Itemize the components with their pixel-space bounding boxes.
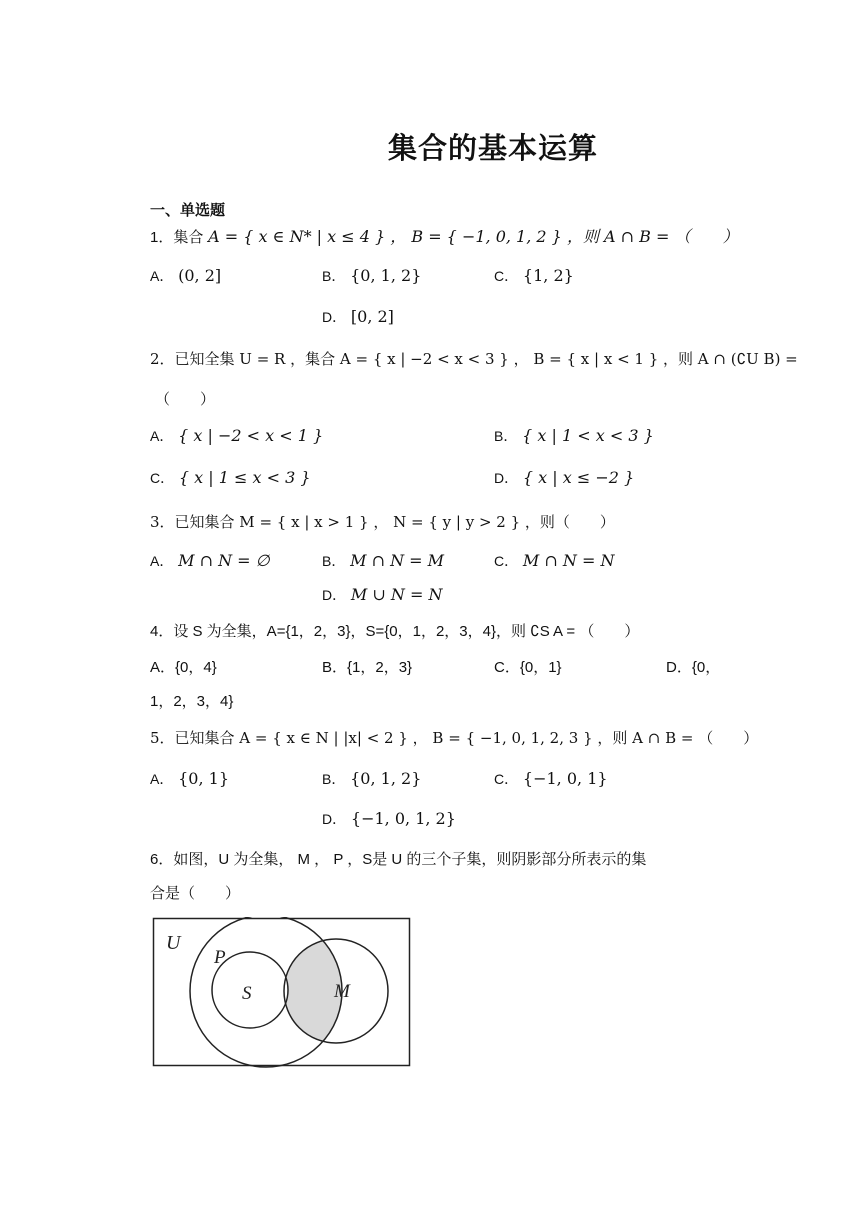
q4-option-c[interactable]: C．{0，1} [494, 659, 562, 676]
q3-option-b[interactable]: B． M ∩ N = M [322, 551, 445, 570]
label-p: P [214, 947, 226, 968]
q4-option-d-cont: 1，2，3，4} [150, 693, 234, 710]
q4-option-a[interactable]: A．{0，4} [150, 659, 217, 676]
q2-option-d[interactable]: D． { x | x ≤ −2 } [494, 468, 635, 487]
q2-option-a[interactable]: A． { x | −2 < x < 1 } [150, 426, 324, 445]
q5-option-d[interactable]: D． {−1, 0, 1, 2} [322, 809, 456, 828]
venn-diagram [152, 917, 414, 1069]
question-2-stem: 2．已知全集 U = R ，集合 A = { x | −2 < x < 3 } ， B = { x | x < 1 } ，则 A ∩ (∁U B) = [150, 350, 798, 368]
question-4-stem: 4．设 S 为全集，A={1，2，3}，S={0，1，2，3，4}，则 ∁S A = （ ） [150, 623, 640, 640]
q3-option-a[interactable]: A． M ∩ N = ∅ [150, 551, 270, 570]
q2-option-b[interactable]: B． { x | 1 < x < 3 } [494, 426, 654, 445]
question-1-stem: 1．集合 A = { x ∈ N* | x ≤ 4 } ， B = { −1, 0, 1, 2 } ，则 A ∩ B = （ ） [150, 227, 739, 246]
q2-option-c[interactable]: C． { x | 1 ≤ x < 3 } [150, 468, 311, 487]
universal-set-rectangle [154, 919, 410, 1066]
question-6-stem: 6．如图，U 为全集， M ， P ，S是 U 的三个子集，则阴影部分所表示的集 [150, 851, 647, 868]
label-m: M [334, 981, 350, 1002]
q3-option-c[interactable]: C． M ∩ N = N [494, 551, 615, 570]
question-2-stem-cont: （ ） [155, 390, 216, 408]
q1-option-b[interactable]: B． {0, 1, 2} [322, 266, 422, 285]
section-heading: 一、单选题 [150, 201, 226, 219]
label-u: U [166, 932, 181, 954]
label-s: S [242, 983, 252, 1004]
page-title: 集合的基本运算 [388, 131, 599, 165]
question-3-stem: 3．已知集合 M = { x | x > 1 } ， N = { y | y > 2 } ，则（ ） [150, 513, 615, 531]
q1-option-a[interactable]: A． (0, 2] [150, 266, 222, 285]
q5-option-c[interactable]: C． {−1, 0, 1} [494, 769, 608, 788]
q1-option-c[interactable]: C． {1, 2} [494, 266, 574, 285]
q4-option-d[interactable]: D．{0， [666, 659, 721, 676]
q5-option-a[interactable]: A． {0, 1} [150, 769, 230, 788]
question-5-stem: 5．已知集合 A = { x ∈ N | |x| < 2 } ， B = { −1, 0, 1, 2, 3 } ，则 A ∩ B = （ ） [150, 729, 759, 747]
question-6-stem-cont: 合是（ ） [150, 885, 241, 902]
q3-option-d[interactable]: D． M ∪ N = N [322, 585, 443, 604]
q4-option-b[interactable]: B．{1，2，3} [322, 659, 413, 676]
q1-option-d[interactable]: D． [0, 2] [322, 307, 394, 326]
q5-option-b[interactable]: B． {0, 1, 2} [322, 769, 422, 788]
